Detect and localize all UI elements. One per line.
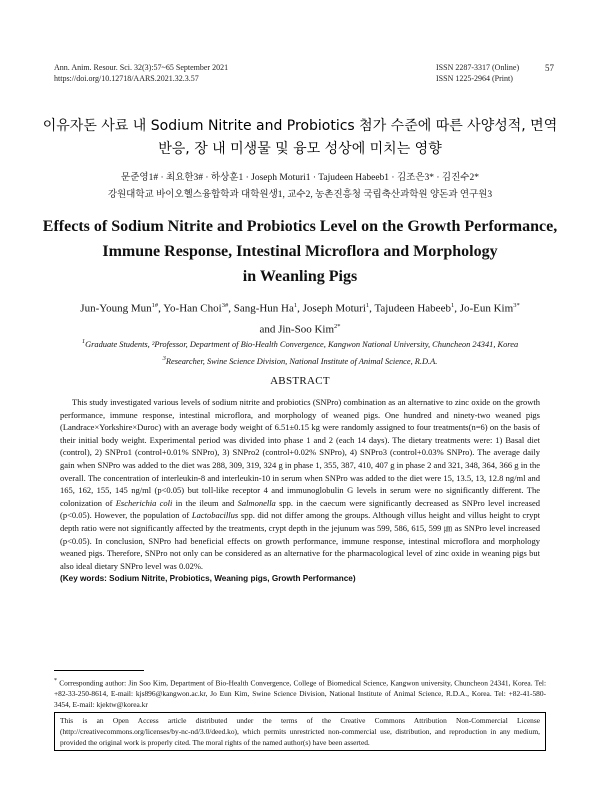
open-access-notice: This is an Open Access article distributed under the terms of the Creative Commons Attribution Non-Commercial License (http://creativecommons.org/licenses/by-nc-nd/3.0/deed.ko), which permits unrestricted non-commercial use, distribution, and reproduction in any medium, provided the original work is properly cited. The moral rights of the named author(s) have been asserted. <box>54 712 546 751</box>
affiliation-sup: 3 <box>162 354 166 362</box>
affiliation-sup: 1 <box>81 338 86 345</box>
korean-title-line-2: 반응, 장 내 미생물 및 융모 성상에 미치는 영향 <box>158 141 442 157</box>
korean-title <box>40 115 560 161</box>
author: Tajudeen Habeeb <box>374 302 451 315</box>
author-sup: 1 <box>365 302 370 309</box>
and-word: and <box>259 323 276 336</box>
affiliations <box>20 335 580 369</box>
page-number: 57 <box>545 63 554 73</box>
species-name: Lactobacillus <box>191 510 239 521</box>
korean-affiliation: 강원대학교 바이오헬스융합학과 대학원생1, 교수2, 농촌진흥청 국립축산과학원 양돈과 연구원3 <box>107 190 493 200</box>
author: Jun-Young Mun <box>80 302 152 315</box>
english-title-line-3: in Weanling Pigs <box>242 268 358 285</box>
author-sup: 1 <box>293 302 298 309</box>
species-name: Escherichia coli <box>115 497 173 508</box>
author-sup: 3* <box>513 302 520 309</box>
abstract-paragraph <box>60 396 540 572</box>
abstract-text: in the ileum and <box>172 497 238 508</box>
english-title-line-1: Effects of Sodium Nitrite and Probiotics Level on the Growth Performance, <box>42 218 558 235</box>
affiliation-line-2: Researcher, Swine Science Division, National Institute of Animal Science, R.D.A. <box>165 356 438 366</box>
abstract-text: spp. did not differ among the groups. Although villus height and villus height to crypt depth ratio were not significantly affected by the treatments, crypt depth in the jejunum was 599, 586, 615, 599 ㎛ as SNPro level increased (p<0.05). In conclusion, SNPro had beneficial effects on growth performance, immune response, intestinal microflora and morphology weaned pigs. Therefore, SNPro not only can be considered as an alternative for the pharmacological level of zinc oxide in weaning pigs but also ideal dietary SNPro level was 0.02%. <box>60 510 540 571</box>
author-sup: 3# <box>221 302 229 309</box>
author-list: Jun-Young Mun$^{1\#}$, Yo-Han Choi$^{3\#}$, Sang-Hun Ha$^1$, Joseph Moturi$^1$, Tajudeen Habeeb$^1$, Jo-Eun Kim$^{3*}$ and Jin-Soo Kim$^{2*}$ <box>80 302 520 336</box>
abstract-text: This study investigated various levels of sodium nitrite and probiotics (SNPro) combination as an alternative to zinc oxide on the growth performance, immune response, intestinal microflora, and morphology of weaned pigs. One hundred and ninety-two weaned pigs (Landrace×Yorkshire×Duroc) with an average body weight of 6.51±0.15 kg were randomly assigned to four treatments(n=6) on the basis of their initial body weight. Experimental period was divided into phase 1 and 2 (each 14 days). The dietary treatments were: 1) Basal diet (control), 2) SNPro1 (control+0.01% SNPro), 3) SNPro2 (control+0.02% SNPro), 4) SNPro3 (control+0.03% SNPro). The average daily gain when SNPro was added to the diet was 288, 309, 319, 324 g in phase 1, 355, 387, 410, 407 g in phase 2 and 321, 348, 364, 366 g in the overall. The concentration of interleukin-8 and interleukin-10 in serum when SNPro was added to the diet were 15, 13.5, 13, 12.8 ng/ml and 165, 162, 155, 145 ng/ml (p<0.05) but toll-like receptor 4 and immunoglobulin G levels in serum were no significantly different. The colonization of <box>60 397 540 508</box>
author-sup: 1# <box>151 302 159 309</box>
korean-authors <box>40 170 560 204</box>
keywords: (Key words: Sodium Nitrite, Probiotics, Weaning pigs, Growth Performance) <box>60 574 356 584</box>
author: Sang-Hun Ha <box>233 302 294 315</box>
author: Jin-Soo Kim <box>278 323 335 336</box>
doi-link[interactable]: https://doi.org/10.12718/AARS.2021.32.3.57 <box>54 74 199 83</box>
species-name: Salmonella <box>237 497 276 508</box>
journal-citation: Ann. Anim. Resour. Sci. 32(3):57~65 September 2021 <box>54 63 229 72</box>
korean-title-line-1: 이유자돈 사료 내 Sodium Nitrite and Probiotics 첨가 수준에 따른 사양성적, 면역 <box>42 118 558 134</box>
author: Joseph Moturi <box>302 302 366 315</box>
corresponding-author-note <box>54 676 546 710</box>
affiliation-line-1: Graduate Students, ²Professor, Department of Bio-Health Convergence, Kangwon National University, Chuncheon 24341, Korea <box>85 339 519 349</box>
english-title <box>30 214 570 289</box>
abstract-heading: ABSTRACT <box>270 375 330 387</box>
author: Yo-Han Choi <box>163 302 222 315</box>
korean-author-names: 문준영1# · 최요한3# · 하상훈1 · Joseph Moturi1 · Tajudeen Habeeb1 · 김조은3* · 김진수2* <box>121 173 479 183</box>
abstract-text: spp. in the caecum were significantly decreased as SNPro level increased (p<0.05). However, the population of <box>60 497 540 521</box>
author-sup: 1 <box>450 302 455 309</box>
english-title-line-2: Immune Response, Intestinal Microflora and Morphology <box>102 243 498 260</box>
author: Jo-Eun Kim <box>459 302 514 315</box>
corresponding-text: Corresponding author: Jin Soo Kim, Department of Bio-Health Convergence, College of Biomedical Science, Kangwon university, Chuncheon 24341, Korea. Tel: +82-33-250-8614, E-mail: kjs896@kangwon.ac.kr, Jo Eun Kim, Swine Science Division, National Institute of Animal Science, R.D.A., Korea. Tel: +82-41-580-3454, E-mail: kjektw@korea.kr <box>54 678 546 710</box>
abstract-body <box>60 396 540 586</box>
footnote-marker: * <box>54 678 57 684</box>
issn-print: ISSN 1225-2964 (Print) <box>436 74 513 83</box>
author-sup: 2* <box>334 322 341 330</box>
issn-online: ISSN 2287-3317 (Online) <box>436 63 520 72</box>
footnote-divider <box>54 670 144 671</box>
